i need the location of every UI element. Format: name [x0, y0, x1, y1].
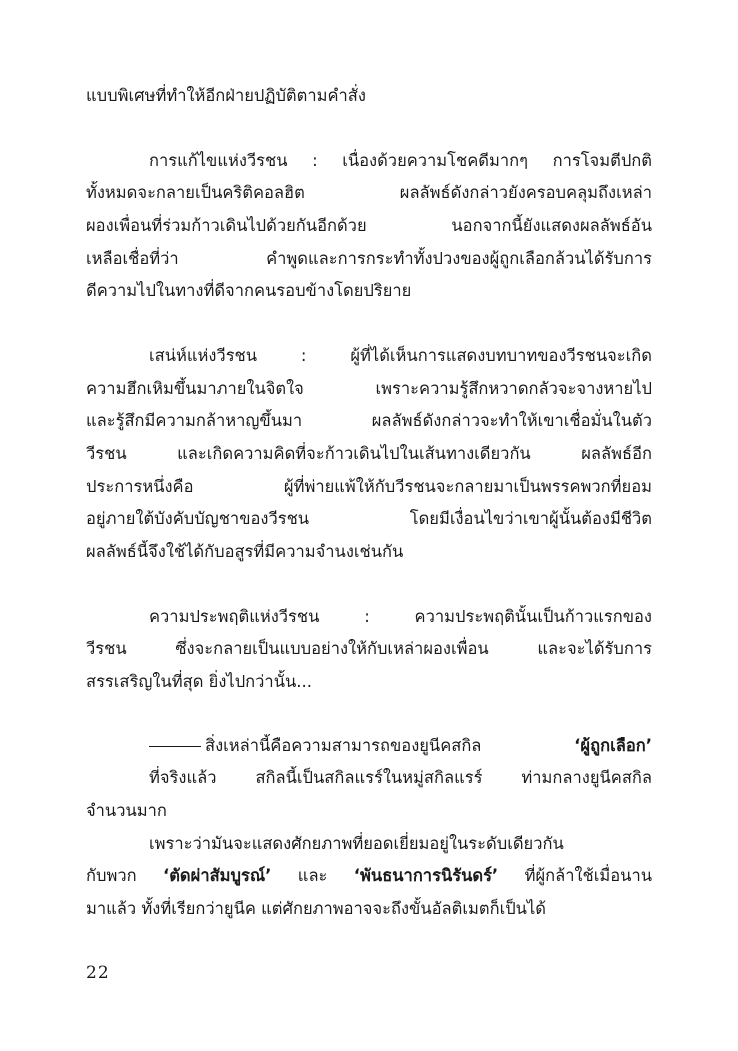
skill-name-chosen-one: ‘ผู้ถูกเลือก’ — [574, 736, 652, 755]
skill-name-eternal-binding: ‘พันธนาการนิรันดร์’ — [353, 866, 499, 885]
paragraph-2-line-7: ผลลัพธ์นี้จึงใช้ได้กับอสูรที่มีความจำนงเช่นกัน — [86, 542, 404, 561]
paragraph-5-line-2 — [86, 864, 652, 888]
paragraph-4-line-1 — [149, 734, 652, 758]
paragraph-4-line-3: จำนวนมาก — [86, 801, 167, 820]
text-span: ที่ผู้กล้าใช้เมื่อนาน — [498, 866, 652, 885]
paragraph-1-line-5: ดีความไปในทางที่ดีจากคนรอบข้างโดยปริยาย — [86, 281, 412, 300]
paragraph-5-line-3: มาแล้ว ทั้งที่เรียกว่ายูนีค แต่ศักยภาพอาจจะถึงขั้นอัลติเมตก็เป็นได้ — [86, 899, 546, 918]
paragraph-3-line-3: สรรเสริญในที่สุด ยิ่งไปกว่านั้น... — [86, 672, 312, 691]
paragraph-3-line-1: ความประพฤติแห่งวีรชน : ความประพฤตินั้นเป็นก้าวแรกของ — [149, 607, 652, 626]
paragraph-1-line-4: เหลือเชื่อที่ว่า คำพูดและการกระทำทั้งปวงของผู้ถูกเลือกล้วนได้รับการ — [86, 249, 652, 268]
paragraph-2-line-3: และรู้สึกมีความกล้าหาญขึ้นมา ผลลัพธ์ดังกล่าวจะทำให้เขาเชื่อมั่นในตัว — [86, 411, 652, 430]
paragraph-1-line-1: การแก้ไขแห่งวีรชน : เนื่องด้วยความโชคดีมากๆ การโจมตีปกติ — [149, 151, 652, 170]
paragraph-2-line-1: เสน่ห์แห่งวีรชน : ผู้ที่ได้เห็นการแสดงบทบาทของวีรชนจะเกิด — [149, 346, 652, 365]
paragraph-4-line-2: ที่จริงแล้ว สกิลนี้เป็นสกิลแรร์ในหมู่สกิลแรร์ ท่ามกลางยูนีคสกิล — [149, 768, 652, 787]
text-span: กับพวก — [86, 866, 163, 885]
paragraph-2-line-6: อยู่ภายใต้บังคับบัญชาของวีรชน โดยมีเงื่อนไขว่าเขาผู้นั้นต้องมีชีวิต — [86, 509, 652, 528]
paragraph-3-line-2: วีรชน ซึ่งจะกลายเป็นแบบอย่างให้กับเหล่าผองเพื่อน และจะได้รับการ — [86, 639, 652, 658]
paragraph-1-line-2: ทั้งหมดจะกลายเป็นคริติคอลฮิต ผลลัพธ์ดังกล่าวยังครอบคลุมถึงเหล่า — [86, 183, 652, 202]
paragraph-2-line-5: ประการหนึ่งคือ ผู้ที่พ่ายแพ้ให้กับวีรชนจะกลายมาเป็นพรรคพวกที่ยอม — [86, 477, 652, 496]
paragraph-2-line-2: ความฮึกเหิมขึ้นมาภายในจิตใจ เพราะความรู้สึกหวาดกลัวจะจางหายไป — [86, 379, 652, 398]
paragraph-2-line-4: วีรชน และเกิดความคิดที่จะก้าวเดินไปในเส้นทางเดียวกัน ผลลัพธ์อีก — [86, 444, 652, 463]
paragraph-4-line-1-text — [205, 734, 652, 758]
text-line: แบบพิเศษที่ทำให้อีกฝ่ายปฏิบัติตามคำสั่ง — [86, 86, 366, 105]
em-dash-rule — [149, 746, 201, 747]
paragraph-5-line-1: เพราะว่ามันจะแสดงศักยภาพที่ยอดเยี่ยมอยู่ในระดับเดียวกัน — [149, 834, 564, 853]
text-span: และ — [271, 866, 354, 885]
skill-name-absolute-cut: ‘ตัดผ่าสัมบูรณ์’ — [162, 866, 272, 885]
skill-description-text: สิ่งเหล่านี้คือความสามารถของยูนีคสกิล — [205, 736, 575, 755]
paragraph-1-line-3: ผองเพื่อนที่ร่วมก้าวเดินไปด้วยกันอีกด้วย นอกจากนี้ยังแสดงผลลัพธ์อัน — [86, 216, 652, 235]
page-number: 22 — [86, 963, 110, 983]
